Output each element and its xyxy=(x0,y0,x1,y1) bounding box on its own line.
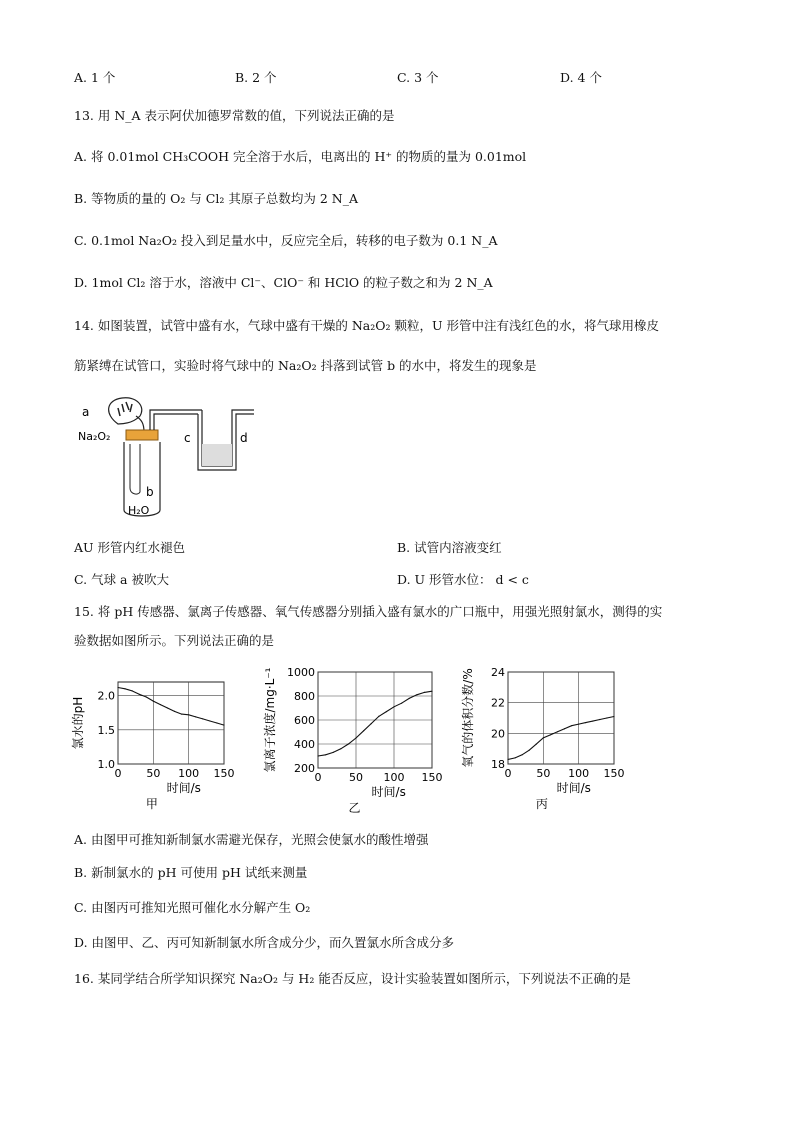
q12-option-d: D. 4 个 xyxy=(560,70,602,85)
series-line xyxy=(118,688,224,726)
chart-caption: 丙 xyxy=(535,797,548,811)
data-point xyxy=(585,722,586,723)
y-tick-label: 1000 xyxy=(287,666,315,679)
y-tick-label: 18 xyxy=(491,758,505,771)
series-line xyxy=(508,717,614,760)
data-point xyxy=(153,701,154,702)
data-point xyxy=(317,755,318,756)
data-point xyxy=(202,718,203,719)
q16-stem: 16. 某同学结合所学知识探究 Na₂O₂ 与 H₂ 能否反应，设计实验装置如图所示，下列说法不正确的是 xyxy=(74,971,631,986)
data-point xyxy=(522,754,523,755)
q13-option-b: B. 等物质的量的 O₂ 与 Cl₂ 其原子总数均为 2 N_A xyxy=(74,191,358,206)
data-point xyxy=(401,703,402,704)
x-tick-label: 100 xyxy=(568,767,590,780)
data-point xyxy=(514,757,515,758)
label-c: c xyxy=(184,431,191,445)
q13-option-a: A. 将 0.01mol CH₃COOH 完全溶于水后，电离出的 H⁺ 的物质的量为 0.01mol xyxy=(74,149,527,164)
data-point xyxy=(613,716,614,717)
x-axis-label: 时间/s xyxy=(556,781,591,795)
q13-stem: 13. 用 N_A 表示阿伏加德罗常数的值，下列说法正确的是 xyxy=(74,108,395,123)
x-tick-label: 0 xyxy=(314,771,322,784)
x-tick-label: 50 xyxy=(536,767,551,780)
plot-frame xyxy=(118,682,224,764)
data-point xyxy=(188,714,189,715)
data-point xyxy=(416,694,417,695)
label-d: d xyxy=(240,431,248,445)
data-point xyxy=(195,716,196,717)
y-tick-label: 800 xyxy=(294,690,315,703)
y-tick-label: 1.0 xyxy=(97,758,115,771)
data-point xyxy=(557,731,558,732)
data-point xyxy=(378,716,379,717)
data-point xyxy=(371,723,372,724)
label-b: b xyxy=(146,485,154,499)
q13-option-d: D. 1mol Cl₂ 溶于水，溶液中 Cl⁻、ClO⁻ 和 HClO 的粒子数之和为 2 N_A xyxy=(74,275,493,290)
plot-frame xyxy=(508,672,614,764)
data-point xyxy=(409,698,410,699)
x-tick-label: 150 xyxy=(603,767,625,780)
y-axis-label: 氧气的体积分数/% xyxy=(461,668,475,768)
y-tick-label: 24 xyxy=(491,666,505,679)
data-point xyxy=(578,724,579,725)
label-a: a xyxy=(82,405,90,419)
data-point xyxy=(424,692,425,693)
series-line xyxy=(318,691,432,756)
q14-apparatus-figure xyxy=(74,392,274,522)
q15-option-d: D. 由图甲、乙、丙可知新制氯水所含成分少，而久置氯水所含成分多 xyxy=(74,935,455,950)
x-tick-label: 50 xyxy=(349,771,363,784)
x-axis-label: 时间/s xyxy=(166,781,201,795)
data-point xyxy=(132,690,133,691)
data-point xyxy=(564,728,565,729)
q14-option-a: AU 形管内红水褪色 xyxy=(74,540,186,555)
data-point xyxy=(167,707,168,708)
data-point xyxy=(606,717,607,718)
q15-stem-line1: 15. 将 pH 传感器、氯离子传感器、氧气传感器分别插入盛有氯水的广口瓶中，用强光照射氯水，测得的实 xyxy=(74,604,663,619)
data-point xyxy=(160,704,161,705)
data-point xyxy=(223,724,224,725)
data-point xyxy=(571,725,572,726)
x-tick-label: 0 xyxy=(504,767,512,780)
data-point xyxy=(209,720,210,721)
q13-option-c: C. 0.1mol Na₂O₂ 投入到足量水中，反应完全后，转移的电子数为 0.1 N_A xyxy=(74,233,498,248)
x-tick-label: 150 xyxy=(213,767,235,780)
chart-ph xyxy=(70,660,250,825)
data-point xyxy=(216,722,217,723)
data-point xyxy=(340,748,341,749)
data-point xyxy=(355,737,356,738)
data-point xyxy=(181,714,182,715)
x-tick-label: 100 xyxy=(178,767,200,780)
q14-option-d: D. U 形管水位： d < c xyxy=(397,572,529,587)
q12-option-b: B. 2 个 xyxy=(235,70,277,85)
data-point xyxy=(599,719,600,720)
balloon-a xyxy=(109,398,142,424)
y-tick-label: 2.0 xyxy=(97,689,115,703)
q12-option-a: A. 1 个 xyxy=(74,70,116,85)
x-tick-label: 100 xyxy=(383,771,405,784)
y-axis-label: 氯离子浓度/mg·L⁻¹ xyxy=(263,667,277,773)
data-point xyxy=(543,737,544,738)
data-point xyxy=(536,743,537,744)
y-axis-label: 氯水的pH xyxy=(71,696,85,750)
data-point xyxy=(139,694,140,695)
y-tick-label: 200 xyxy=(294,762,315,775)
x-tick-label: 50 xyxy=(146,767,161,780)
data-point xyxy=(592,720,593,721)
y-tick-label: 22 xyxy=(491,696,505,710)
y-tick-label: 20 xyxy=(491,727,505,741)
data-point xyxy=(325,754,326,755)
chart-oxygen xyxy=(460,660,640,825)
x-tick-label: 0 xyxy=(114,767,122,780)
stopper xyxy=(126,430,158,440)
data-point xyxy=(146,696,147,697)
chart-caption: 甲 xyxy=(145,797,158,811)
chart-chloride xyxy=(260,660,460,825)
q15-option-a: A. 由图甲可推知新制氯水需避光保存，光照会使氯水的酸性增强 xyxy=(74,832,429,847)
label-water: H₂O xyxy=(128,504,150,517)
data-point xyxy=(431,691,432,692)
data-point xyxy=(550,734,551,735)
q14-option-b: B. 试管内溶液变红 xyxy=(397,540,502,555)
q14-option-c: C. 气球 a 被吹大 xyxy=(74,572,169,587)
data-point xyxy=(124,688,125,689)
data-point xyxy=(393,706,394,707)
data-point xyxy=(117,687,118,688)
y-tick-label: 600 xyxy=(294,714,315,727)
q15-stem-line2: 验数据如图所示。下列说法正确的是 xyxy=(74,633,275,648)
data-point xyxy=(363,730,364,731)
x-tick-label: 150 xyxy=(421,771,443,784)
label-na2o2: Na₂O₂ xyxy=(78,430,111,443)
data-point xyxy=(507,759,508,760)
data-point xyxy=(348,743,349,744)
q15-option-c: C. 由图丙可推知光照可催化水分解产生 O₂ xyxy=(74,900,311,915)
y-tick-label: 1.5 xyxy=(97,723,115,737)
q15-option-b: B. 新制氯水的 pH 可使用 pH 试纸来测量 xyxy=(74,865,308,880)
data-point xyxy=(386,711,387,712)
q14-stem-line2: 筋紧缚在试管口，实验时将气球中的 Na₂O₂ 抖落到试管 b 的水中，将发生的现象是 xyxy=(74,358,537,373)
data-point xyxy=(174,711,175,712)
chart-caption: 乙 xyxy=(348,801,361,815)
data-point xyxy=(529,750,530,751)
data-point xyxy=(333,752,334,753)
x-axis-label: 时间/s xyxy=(371,785,406,799)
y-tick-label: 400 xyxy=(294,738,315,751)
q14-stem-line1: 14. 如图装置，试管中盛有水，气球中盛有干燥的 Na₂O₂ 颗粒，U 形管中注有浅红色的水，将气球用橡皮 xyxy=(74,318,659,333)
q12-option-c: C. 3 个 xyxy=(397,70,439,85)
